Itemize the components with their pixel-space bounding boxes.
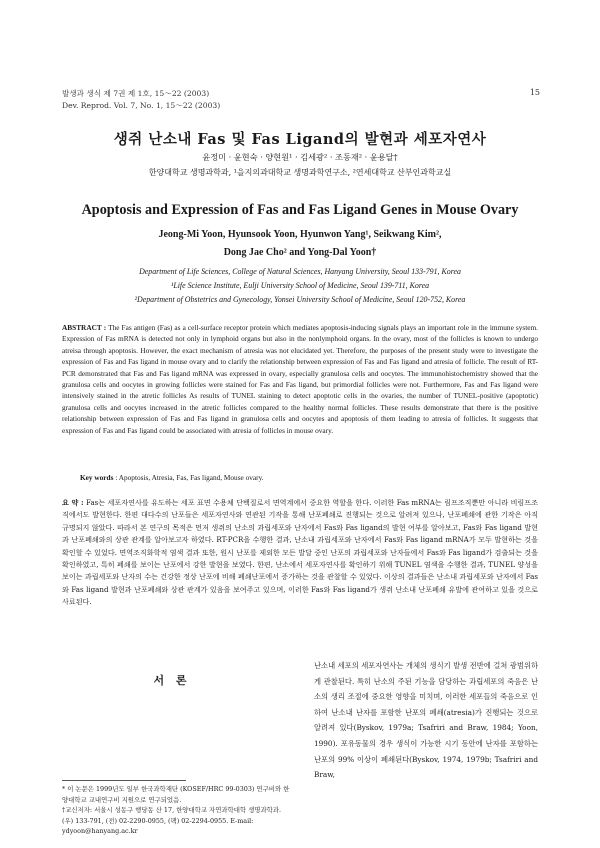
authors-english-line-2: Dong Jae Cho² and Yong-Dal Yoon†	[223, 247, 377, 258]
summary-korean	[62, 497, 538, 609]
summary-korean-text: Fas는 세포자연사를 유도하는 세포 표면 수용체 단백질로서 면역계에서 중요한 역할을 한다. 이러한 Fas mRNA는 림프조직뿐만 아니라 비림프조직에서도 발현한다. 한편 대다수의 난포들은 세포자연사와 연관된 기작을 통해 난포폐쇄로 진행되는 것으로 알려져 있으나, 난포폐쇄에 관한 기작은 아직 규명되지 않았다. 따라서 본 연구의 목적은 먼저 생쥐의 난소의 과립세포와 난자에서 Fas와 Fas ligand의 발현 여부를 알아보고, Fas와 Fas ligand 발현과 난포폐쇄와의 상관 관계를 알아보고자 하였다. RT-PCR을 수행한 결과, 난소내 과립세포와 난자에서 Fas와 Fas ligand mRNA가 모두 발현하는 것을 확인할 수 있었다. 면역조직화학적 염색 결과 또한, 원시 난포를 제외한 모든 발달 중인 난포의 과립세포와 난자들에서 Fas와 Fas ligand가 검출되는 것을 확인하였고, 특히 폐쇄를 보이는 난포에서 강한 발현을 보였다. 한편, 난소에서 세포자연사를 확인하기 위해 TUNEL 염색을 수행한 결과, TUNEL 양성을 보이는 과립세포와 난자의 수는 건강한 정상 난포에 비해 폐쇄난포에서 증가하는 것을 관찰할 수 있었다. 이상의 결과들은 난소내 과립세포와 난자에서 Fas와 Fas ligand 발현과 난포폐쇄와 상관 관계가 있음을 보여주고 있으며, 이러한 Fas와 Fas ligand가 생쥐 난소내 난포폐쇄 유발에 관여하고 있을 것으로 사료된다.	[62, 498, 538, 607]
footnote-corresponding-author: †교신저자: 서울시 성동구 행당동 산 17, 한양대학교 자연과학대학 생명과학과. (우) 133-791, (전) 02-2290-0955, (팩) 02-2294-0955. E-mail: ydyoon@hanyang.ac.kr	[62, 806, 281, 836]
introduction-text: 난소내 세포의 세포자연사는 개체의 생식기 발생 전반에 걸쳐 광범위하게 관찰된다. 특히 난소의 주된 기능을 담당하는 과립세포의 죽음은 난소의 생리 조절에 중요한 영향을 미치며, 이러한 세포들의 죽음으로 인하여 난소내 난자를 포함한 난포의 폐쇄(atresia)가 진행되는 것으로 알려져 있다(Byskov, 1979a; Tsafriri and Braw, 1984; Yoon, 1990). 포유동물의 경우 생식이 가능한 시기 동안에 난자를 포함하는 난포의 99% 이상이 폐쇄된다(Byskov, 1974, 1979b; Tsafriri and Braw,	[314, 661, 538, 780]
keywords-label: Key words	[80, 473, 114, 482]
journal-citation-korean: 발생과 생식 제 7권 제 1호, 15～22 (2003)	[62, 89, 210, 98]
authors-english	[150, 226, 450, 262]
footnote-divider	[62, 780, 186, 781]
title-korean: 생쥐 난소내 Fas 및 Fas Ligand의 발현과 세포자연사	[113, 131, 487, 148]
affiliation-korean: 한양대학교 생명과학과, ¹을지의과대학교 생명과학연구소, ²연세대학교 산부인과학교실	[148, 168, 452, 177]
footnote-funding: * 이 논문은 1999년도 일부 한국과학재단 (KOSEF/HRC 99-0303) 연구비와 한양대학교 교내연구비 지원으로 연구되었음.	[62, 785, 290, 804]
affiliation-english-2: ¹Life Science Institute, Eulji University School of Medicine, Seoul 139-711, Korea	[170, 281, 430, 290]
affiliations-english	[70, 265, 530, 307]
abstract-text: The Fas antigen (Fas) as a cell-surface receptor protein which mediates apoptosis-inducing signals plays an important role in the immune system. Expression of Fas mRNA is detected not only in lymphoid organs but also in the nonlymphoid organs. In the ovary, most of the follicles is known to undergo atreisa through apoptosis. However, the exact mechanism of atresia was not elucidated yet. Therefore, the purposes of the present study were to investigate the expression of Fas and Fas ligand in mouse ovary and to clarify the relationship between expression of Fas and Fas ligand and atresia of follicle. The result of RT-PCR demonstrated that Fas and Fas ligand mRNA was expressed in ovary, especially granulosa cells and oocytes. The immunohistochemistry showed that the granulosa cells and oocytes in growing follicles were stained for Fas and Fas ligand, but primordial follicles were not. Furthermore, Fas and Fas ligand were intensively stained in the atretic follicles As results of TUNEL staining to detect apoptotic cells in the ovaries, the number of TUNEL-positive (apoptotic) granulosa cells and oocytes increased in the atretic follicles compared to the healthy normal follicles. These results demonstrate that there is the positive relationship between expression of Fas and Fas ligand in granulosa cells and oocytes and apoptosis of them leading to atresia of follicles. It suggests that expression of Fas and Fas ligand could be associated with atresia of follicles in mouse ovary.	[62, 323, 538, 435]
section-heading-introduction: 서 론	[153, 674, 191, 687]
page-number: 15	[529, 88, 540, 97]
journal-citation-english: Dev. Reprod. Vol. 7, No. 1, 15～22 (2003)	[62, 101, 221, 110]
keywords	[80, 473, 538, 482]
abstract-label: ABSTRACT :	[62, 323, 107, 332]
journal-citation	[62, 88, 220, 112]
abstract	[62, 322, 538, 436]
authors-korean: 윤정미 · 윤현숙 · 양현원¹ · 김세광² · 조동재² · 윤용달†	[202, 152, 398, 162]
title-english: Apoptosis and Expression of Fas and Fas Ligand Genes in Mouse Ovary	[81, 202, 519, 218]
footnotes	[62, 784, 290, 837]
keywords-text: : Apoptosis, Atresia, Fas, Fas ligand, Mouse ovary.	[115, 473, 264, 482]
summary-korean-label: 요 약 :	[62, 498, 84, 507]
affiliation-english-3: ²Department of Obstetrics and Gynecology, Yonsei University School of Medicine, Seoul 120-752, Korea	[134, 295, 466, 304]
authors-english-line-1: Jeong-Mi Yoon, Hyunsook Yoon, Hyunwon Yang¹, Seikwang Kim²,	[158, 229, 442, 240]
affiliation-english-1: Department of Life Sciences, College of Natural Sciences, Hanyang University, Seoul 133-791, Korea	[139, 267, 461, 276]
